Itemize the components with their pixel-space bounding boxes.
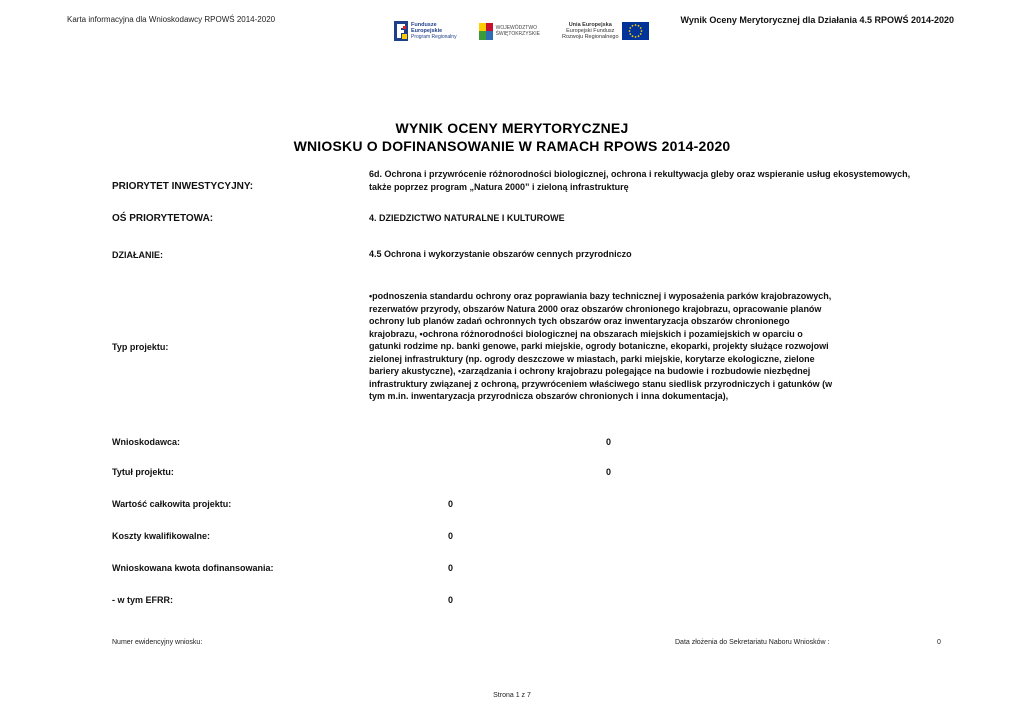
efrr-value: 0 <box>448 595 454 605</box>
tytul-projektu-label: Tytuł projektu: <box>112 467 174 477</box>
logo-bar <box>394 18 649 44</box>
fe-line1: Fundusze <box>411 22 437 28</box>
ue-line2: Europejski Fundusz <box>566 28 615 34</box>
woj-line1: WOJEWÓDZTWO <box>495 25 537 31</box>
fundusze-europejskie-logo <box>394 21 457 41</box>
ue-line3: Rozwoju Regionalnego <box>561 34 619 40</box>
tytul-projektu-value: 0 <box>606 467 612 477</box>
wojewodztwo-logo <box>479 23 540 40</box>
unia-europejska-logo <box>562 22 649 40</box>
typ-projektu-label: Typ projektu: <box>112 342 169 352</box>
dzialanie-label: DZIAŁANIE: <box>112 250 163 260</box>
wartosc-calkowita-label: Wartość całkowita projektu: <box>112 499 232 509</box>
os-priorytetowa-value: 4. DZIEDZICTWO NATURALNE I KULTUROWE <box>369 213 565 223</box>
data-zlozenia-label: Data złożenia do Sekretariatu Naboru Wniosków : <box>675 639 830 646</box>
header-right-text: Wynik Oceny Merytorycznej dla Działania 4.5 RPOWŚ 2014-2020 <box>680 15 954 25</box>
wnioskowana-kwota-value: 0 <box>448 563 454 573</box>
koszty-kwalifikowalne-label: Koszty kwalifikowalne: <box>112 531 211 541</box>
typ-projektu-value: •podnoszenia standardu ochrony oraz poprawiania bazy technicznej i wyposażenia parków krajobrazowych, rezerwatów przyrody, obszarów Natura 2000 oraz obszarów chronionego krajobrazu, opracowanie planów ochrony lub planów zadań ochronnych tych obszarów oraz inwentaryzacja obszarów chronionego krajobrazu, •ochrona różnorodności biologicznej na obszarach miejskich i pozamiejskich w oparciu o gatunki rodzime np. banki genowe, parki miejskie, ogrody botaniczne, ekoparki, projekty służące rozwojowi zielonej infrastruktury (np. ogrody deszczowe w miastach, parki miejskie, korytarze ekologiczne, zielone bariery akustyczne), •zarządzania i ochrony krajobrazu polegające na budowie i rozbudowie niezbędnej infrastruktury związanej z ochroną, przywróceniem właściwego stanu siedlisk przyrodniczych i gatunków (w tym m.in. inwentaryzacja przyrodnicza obszarów chronionych i inna dokumentacja), <box>369 291 833 401</box>
dzialanie-value: 4.5 Ochrona i wykorzystanie obszarów cennych przyrodniczo <box>369 249 632 259</box>
document-title-line1: WYNIK OCENY MERYTORYCZNEJ <box>395 120 629 136</box>
page-number: Strona 1 z 7 <box>493 692 531 699</box>
eu-flag-icon <box>622 22 649 40</box>
os-priorytetowa-label: OŚ PRIORYTETOWA: <box>112 213 214 224</box>
koszty-kwalifikowalne-value: 0 <box>448 531 454 541</box>
fe-line2: Europejskie <box>411 28 443 34</box>
document-title-line2: WNIOSKU O DOFINANSOWANIE W RAMACH RPOWS 2014-2020 <box>293 138 731 154</box>
coat-of-arms-icon <box>479 23 493 40</box>
header-left-text: Karta informacyjna dla Wnioskodawcy RPOWŚ 2014-2020 <box>67 15 276 24</box>
fundusze-europejskie-icon <box>394 21 408 41</box>
numer-ewidencyjny-label: Numer ewidencyjny wniosku: <box>112 639 203 646</box>
priorytet-value: 6d. Ochrona i przywrócenie różnorodności biologicznej, ochrona i rekultywacja gleby oraz wspieranie usług ekosystemowych, także poprzez program „Natura 2000” i zieloną infrastrukturę <box>369 169 911 192</box>
woj-line2: ŚWIĘTOKRZYSKIE <box>495 31 540 37</box>
wnioskowana-kwota-label: Wnioskowana kwota dofinansowania: <box>112 563 274 573</box>
wnioskodawca-label: Wnioskodawca: <box>112 437 181 447</box>
wnioskodawca-value: 0 <box>606 437 612 447</box>
priorytet-label: PRIORYTET INWESTYCYJNY: <box>112 181 254 192</box>
ue-line1: Unia Europejska <box>568 22 612 28</box>
fe-line3: Program Regionalny <box>411 34 457 40</box>
efrr-label: - w tym EFRR: <box>112 595 174 605</box>
wartosc-calkowita-value: 0 <box>448 499 454 509</box>
data-zlozenia-value: 0 <box>937 639 941 646</box>
